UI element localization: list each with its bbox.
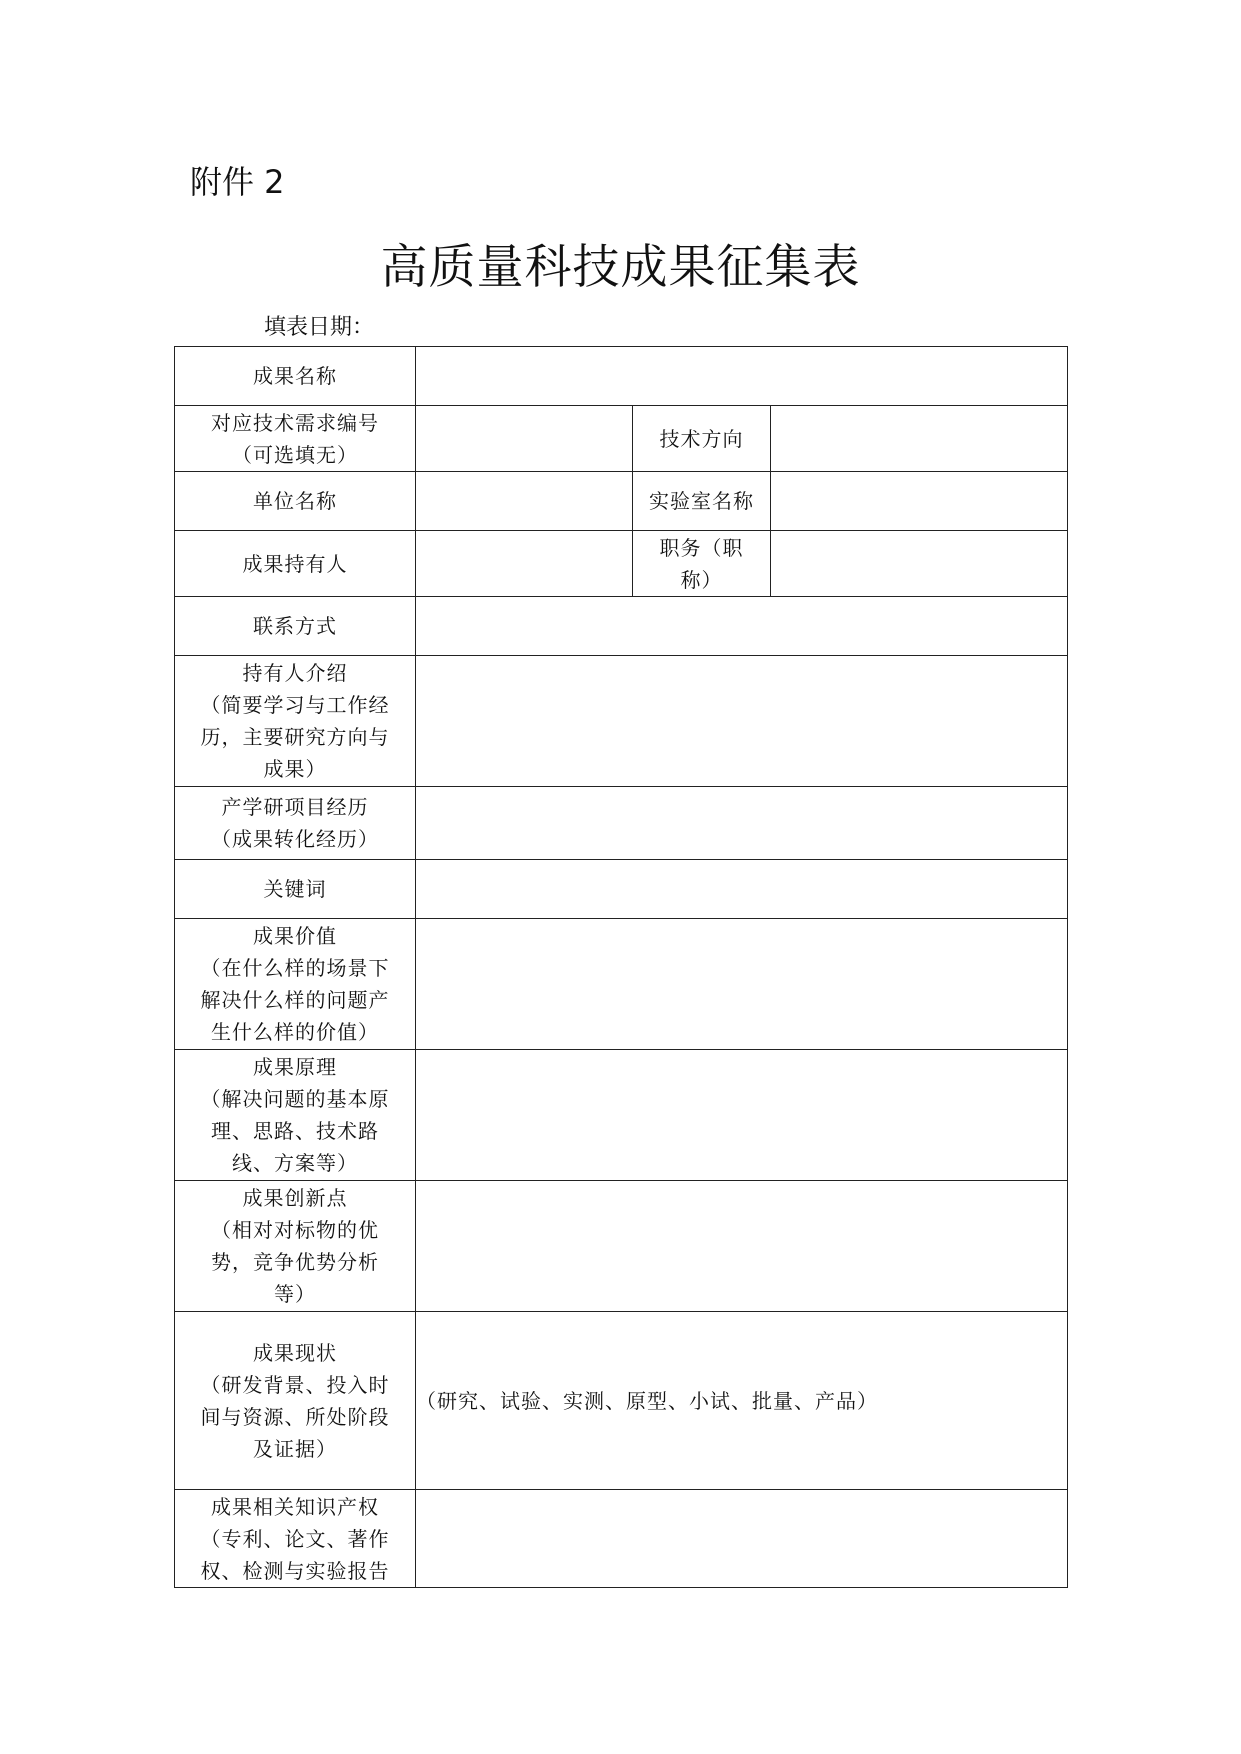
label-keywords: 关键词 [175,860,416,919]
row-unit-name [175,472,1068,531]
label-line: （解决问题的基本原 [200,1087,390,1111]
label-line: 成果现状 [253,1340,337,1365]
label-innovation [175,1181,416,1312]
value-field[interactable] [416,919,1068,1050]
label-line: 称） [680,567,723,592]
label-line: 解决什么样的问题产 [200,988,390,1012]
holder-field[interactable] [416,531,633,597]
label-demand-no [175,406,416,472]
label-line: （专利、论文、著作 [200,1526,390,1551]
label-holder: 成果持有人 [175,531,416,597]
label-line: 成果原理 [253,1055,337,1079]
row-achievement-name [175,347,1068,406]
label-line: （成果转化经历） [211,827,379,851]
label-unit-name: 单位名称 [175,472,416,531]
ip-field[interactable] [416,1490,1068,1588]
label-line: 职务（职 [659,535,744,560]
tech-direction-field[interactable] [771,406,1068,472]
page-title: 高质量科技成果征集表 [380,240,861,295]
label-line: （简要学习与工作经 [200,693,390,717]
innovation-field[interactable] [416,1181,1068,1312]
label-line: 成果价值 [253,924,337,948]
label-line: 权、检测与实验报告 [200,1558,390,1583]
label-contact: 联系方式 [175,597,416,656]
principle-field[interactable] [416,1050,1068,1181]
label-value [175,919,416,1050]
row-status [175,1312,1068,1490]
position-field[interactable] [771,531,1068,597]
row-holder-intro [175,656,1068,787]
label-line: 成果相关知识产权 [211,1494,379,1519]
label-line: （研发背景、投入时 [200,1372,390,1397]
label-line: 对应技术需求编号 [211,410,379,435]
label-line: 间与资源、所处阶段 [200,1404,390,1429]
lab-name-field[interactable] [771,472,1068,531]
label-line: 历，主要研究方向与 [200,725,390,749]
contact-field[interactable] [416,597,1068,656]
label-line: （可选填无） [232,442,358,467]
row-principle [175,1050,1068,1181]
label-iur-experience [175,787,416,860]
label-line: 势，竞争优势分析 [211,1250,379,1274]
label-line: 成果） [263,757,327,781]
attachment-label: 附件 2 [190,163,285,201]
label-line: （在什么样的场景下 [200,956,390,980]
label-line: 生什么样的价值） [211,1020,379,1044]
label-achievement-name: 成果名称 [175,347,416,406]
label-status [175,1312,416,1490]
label-tech-direction: 技术方向 [633,406,771,472]
row-iur-experience [175,787,1068,860]
label-line: 成果创新点 [242,1186,348,1210]
keywords-field[interactable] [416,860,1068,919]
achievement-form-table [174,346,1068,1588]
label-line: （相对对标物的优 [211,1218,379,1242]
label-ip [175,1490,416,1588]
fill-date-label: 填表日期： [264,315,375,340]
label-line: 产学研项目经历 [221,795,369,819]
label-line: 等） [274,1282,316,1306]
status-field[interactable]: （研究、试验、实测、原型、小试、批量、产品） [416,1312,1068,1490]
row-value [175,919,1068,1050]
label-holder-intro [175,656,416,787]
row-demand-no [175,406,1068,472]
unit-name-field[interactable] [416,472,633,531]
label-principle [175,1050,416,1181]
achievement-name-field[interactable] [416,347,1068,406]
label-line: 及证据） [253,1436,337,1461]
label-line: 线、方案等） [232,1151,358,1175]
iur-experience-field[interactable] [416,787,1068,860]
label-line: 理、思路、技术路 [211,1119,379,1143]
row-innovation [175,1181,1068,1312]
label-line: 持有人介绍 [242,661,348,685]
row-keywords [175,860,1068,919]
label-position [633,531,771,597]
label-lab-name: 实验室名称 [633,472,771,531]
row-ip [175,1490,1068,1588]
demand-no-field[interactable] [416,406,633,472]
row-contact [175,597,1068,656]
holder-intro-field[interactable] [416,656,1068,787]
row-holder [175,531,1068,597]
